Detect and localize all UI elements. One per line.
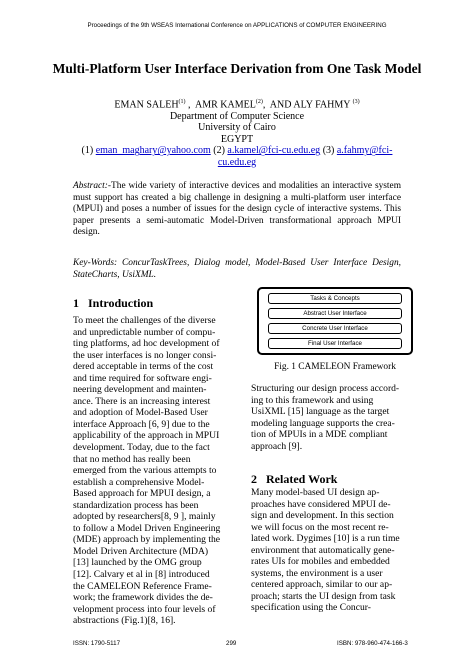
text-line: modeling language supports the crea-: [251, 417, 395, 429]
text-line: the user interfaces is no longer consi-: [73, 349, 217, 361]
section-title: Related Work: [266, 472, 338, 486]
text-line: rates UIs for mobiles and embedded: [251, 556, 390, 568]
section-heading-1: [73, 296, 153, 311]
country: EGYPT: [220, 133, 254, 145]
email-prefix: (3): [322, 145, 335, 157]
text-line: we will focus on the most recent re-: [251, 521, 389, 533]
text-line: and unpredictable number of compu-: [73, 326, 216, 338]
cameleon-figure: [257, 287, 413, 355]
email-link[interactable]: a.fahmy@fci-: [336, 145, 393, 157]
abstract-label: Abstract:: [73, 181, 108, 191]
layer-tasks-concepts: Tasks & Concepts: [268, 293, 402, 304]
email-prefix: (2): [213, 145, 225, 157]
layer-concrete-ui: Concrete User Interface: [268, 323, 402, 334]
author-name: EMAN SALEH: [114, 99, 179, 111]
text-line: Based approach for MPUI design, a: [73, 488, 211, 500]
text-line: and adoption of Model-Based User: [73, 407, 208, 419]
section-number: 1: [73, 296, 79, 310]
text-line: that no method has really been: [73, 453, 191, 465]
text-line: proaches have considered MPUI de-: [251, 498, 391, 510]
text-line: UsiXML [15] language as the target: [251, 406, 390, 418]
right-column-para1: [251, 383, 423, 452]
author-sup: (1): [178, 99, 186, 105]
footer-page-number: 299: [226, 640, 237, 647]
text-line: velopment process into four levels of: [73, 603, 216, 615]
text-line: to follow a Model Driven Engineering: [73, 522, 221, 534]
abstract: [73, 181, 401, 239]
text-line: To meet the challenges of the diverse: [73, 315, 216, 326]
text-line: neering development and mainten-: [73, 384, 207, 396]
text-line: tion of MPUIs in a MDE compliant: [251, 429, 388, 441]
paper-title: Multi-Platform User Interface Derivation from One Task Model: [52, 61, 422, 76]
text-line: ting platforms, ad hoc development of: [73, 338, 220, 350]
text-line: centered approach, similar to our ap-: [251, 579, 393, 591]
email-prefix: (1): [81, 145, 94, 157]
layer-final-ui: Final User Interface: [268, 338, 402, 349]
keywords: Key-Words: ConcurTaskTrees, Dialog model, Model-Based User Interface Design, StateCharts, UsiXML.: [73, 258, 401, 280]
section-number: 2: [251, 472, 257, 486]
footer-issn: ISSN: 1790-5117: [73, 640, 121, 647]
text-line: (MDE) approach by implementing the: [73, 534, 221, 546]
author-block: [20, 97, 454, 168]
text-line: approach [9].: [251, 440, 303, 452]
text-line: lated work. Dygimes [10] is a run time: [251, 533, 400, 545]
layer-abstract-ui: Abstract User Interface: [268, 308, 402, 319]
author-name: AMR KAMEL: [195, 99, 256, 111]
figure-caption: Fig. 1 CAMELEON Framework: [274, 362, 396, 372]
text-line: interface Approach [6, 9] due to the: [73, 418, 210, 430]
text-line: dered acceptable in terms of the cost: [73, 361, 214, 373]
text-line: [13] launched by the OMG group: [73, 557, 202, 569]
text-line: ance. There is an increasing interest: [73, 395, 211, 407]
author-sup: (3): [352, 99, 360, 105]
email-line: [20, 145, 454, 157]
text-line: and time required for software engi-: [73, 372, 212, 384]
section-heading-2: [251, 472, 337, 487]
text-line: environment that automatically gene-: [251, 544, 395, 556]
author-name: AND ALY FAHMY: [269, 99, 351, 111]
right-column-para2: [251, 487, 423, 614]
email-link[interactable]: eman_maghary@yahoo.com: [95, 145, 211, 157]
text-line: applicability of the approach in MPUI: [73, 430, 220, 442]
text-line: work; the framework divides the de-: [73, 592, 213, 604]
author-line: EMAN SALEH$^{(1)}$ , AMR KAMEL$^{(2)}$, AND ALY FAHMY $^{(3)}$: [114, 99, 360, 111]
text-line: Model Driven Architecture (MDA): [73, 545, 209, 557]
text-line: ing to this framework and using: [251, 394, 374, 406]
text-line: systems, the environment is a user: [251, 567, 383, 579]
text-line: Structuring our design process accord-: [251, 383, 400, 394]
author-sup: (2): [255, 99, 263, 105]
section-title: Introduction: [88, 296, 154, 310]
text-line: [12]. Calvary et al in [8] introduced: [73, 569, 210, 581]
text-line: standardization process has been: [73, 499, 199, 511]
text-line: adopted by researchers[8, 9 ], mainly: [73, 511, 216, 523]
running-header: Proceedings of the 9th WSEAS International Conference on APPLICATIONS of COMPUTER ENGINEERING: [87, 22, 387, 29]
university: University of Cairo: [198, 122, 276, 134]
text-line: sign and development. In this section: [251, 510, 394, 522]
text-line: establish a comprehensive Model-: [73, 476, 205, 488]
text-line: proach; starts the UI design from task: [251, 590, 396, 602]
text-line: development. Today, due to the fact: [73, 442, 210, 454]
text-line: Many model-based UI design ap-: [251, 487, 380, 498]
email-link-continued[interactable]: cu.edu.eg: [217, 156, 257, 168]
text-line: specification using the Concur-: [251, 602, 371, 614]
text-line: the CAMELEON Reference Frame-: [73, 580, 212, 592]
abstract-text: -The wide variety of interactive devices and modalities an interactive system must support has created a big challenge in designing a multi-platform user interface (MPUI) and poses a number of issues for the design cycle of interactive systems. This paper presents a semi-automatic Model-Driven transformational approach MPUI design.: [73, 181, 401, 238]
footer-isbn: ISBN: 978-960-474-166-3: [337, 640, 408, 647]
text-line: emerged from the various attempts to: [73, 465, 217, 477]
email-link[interactable]: a.kamel@fci-cu.edu.eg: [227, 145, 321, 157]
text-line: abstractions (Fig.1)[8, 16].: [73, 615, 176, 627]
department: Department of Computer Science: [169, 110, 305, 122]
left-column-text: [73, 315, 239, 627]
